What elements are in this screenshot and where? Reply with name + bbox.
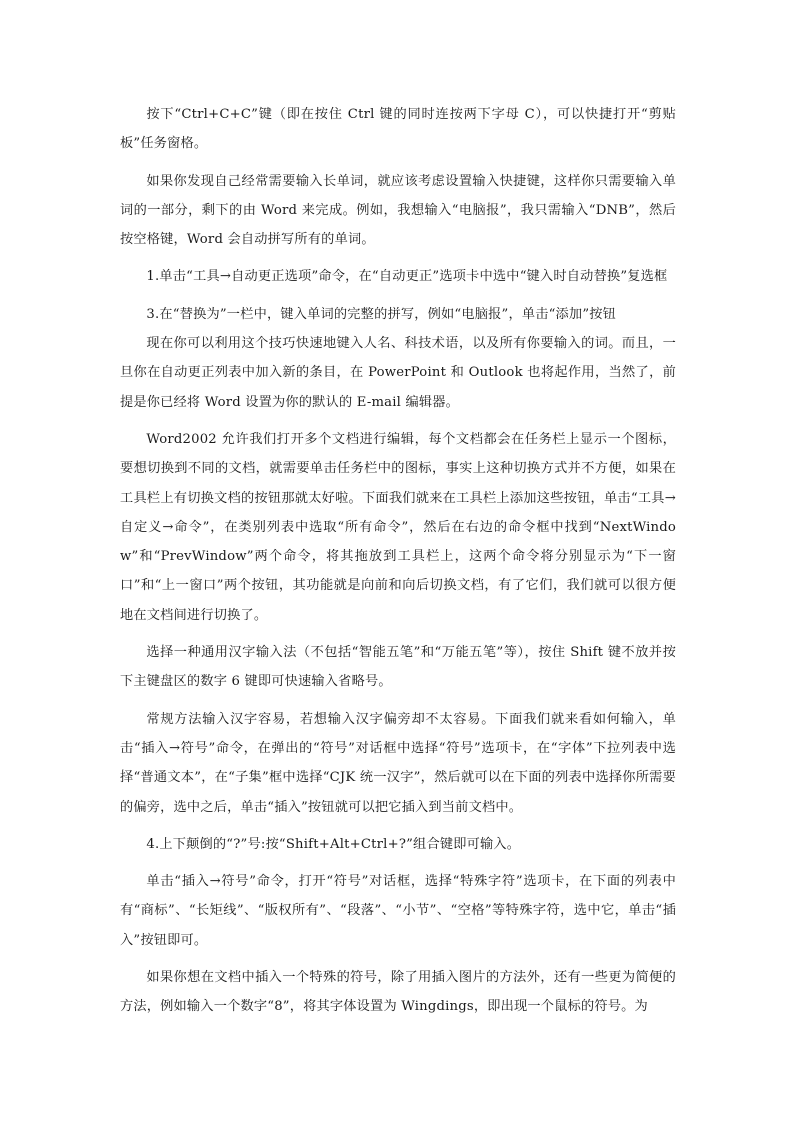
document-body xyxy=(120,100,676,1030)
paragraph-special-characters: 单击“插入→符号”命令，打开“符号”对话框，选择“特殊字符”选项卡，在下面的列表中有“商标”、“长矩线”、“版权所有”、“段落”、“小节”、“空格”等特殊字符，选中它，单击“插入”按钮即可。 xyxy=(120,874,676,948)
paragraph-ellipsis-input: 选择一种通用汉字输入法（不包括“智能五笔”和“万能五笔”等），按住 Shift 键不放并按下主键盘区的数字 6 键即可快速输入省略号。 xyxy=(120,645,676,690)
paragraph-window-switch: Word2002 允许我们打开多个文档进行编辑，每个文档都会在任务栏上显示一个图标，要想切换到不同的文档，就需要单击任务栏中的图标，事实上这种切换方式并不方便，如果在工具栏上有切换文档的按钮那就太好啦。下面我们就来在工具栏上添加这些按钮，单击“工具→自定义→命令”，在类别列表中选取“所有命令”，然后在右边的命令框中找到“NextWindow”和“PrevWindow”两个命令，将其拖放到工具栏上，这两个命令将分别显示为“下一窗口”和“上一窗口”两个按钮，其功能就是向前和向后切换文档，有了它们，我们就可以很方便地在文档间进行切换了。 xyxy=(120,431,676,623)
paragraph-inverted-question: 4.上下颠倒的“?”号:按“Shift+Alt+Ctrl+?”组合键即可输入。 xyxy=(146,836,521,852)
paragraph-autocorrect-usage: 现在你可以利用这个技巧快速地键入人名、科技术语，以及所有你要输入的词。而且，一旦你在自动更正列表中加入新的条目，在 PowerPoint 和 Outlook 也将起作用，当然了，前提是你已经将 Word 设置为你的默认的 E-mail 编辑器。 xyxy=(120,336,676,410)
paragraph-step-3: 3.在“替换为”一栏中，键入单词的完整的拼写，例如“电脑报”，单击“添加”按钮 xyxy=(146,306,617,322)
paragraph-clipboard-shortcut: 按下“Ctrl+C+C”键（即在按住 Ctrl 键的同时连按两下字母 C），可以快捷打开“剪贴板”任务窗格。 xyxy=(120,107,676,152)
paragraph-autocorrect-intro: 如果你发现自己经常需要输入长单词，就应该考虑设置输入快捷键，这样你只需要输入单词的一部分，剩下的由 Word 来完成。例如，我想输入“电脑报”，我只需输入“DNB”，然后按空格键，Word 会自动拼写所有的单词。 xyxy=(120,173,676,248)
paragraph-radical-input: 常规方法输入汉字容易，若想输入汉字偏旁却不太容易。下面我们就来看如何输入，单击“插入→符号”命令，在弹出的“符号”对话框中选择“符号”选项卡，在“字体”下拉列表中选择“普通文本”，在“子集”框中选择“CJK 统一汉字”，然后就可以在下面的列表中选择你所需要的偏旁，选中之后，单击“插入”按钮就可以把它插入到当前文档中。 xyxy=(120,711,676,815)
paragraph-special-symbol: 如果你想在文档中插入一个特殊的符号，除了用插入图片的方法外，还有一些更为简便的方法，例如输入一个数字“8”，将其字体设置为 Wingdings，即出现一个鼠标的符号。为 xyxy=(120,970,676,1015)
paragraph-step-1: 1.单击“工具→自动更正选项”命令，在“自动更正”选项卡中选中“键入时自动替换”复选框 xyxy=(146,269,668,285)
